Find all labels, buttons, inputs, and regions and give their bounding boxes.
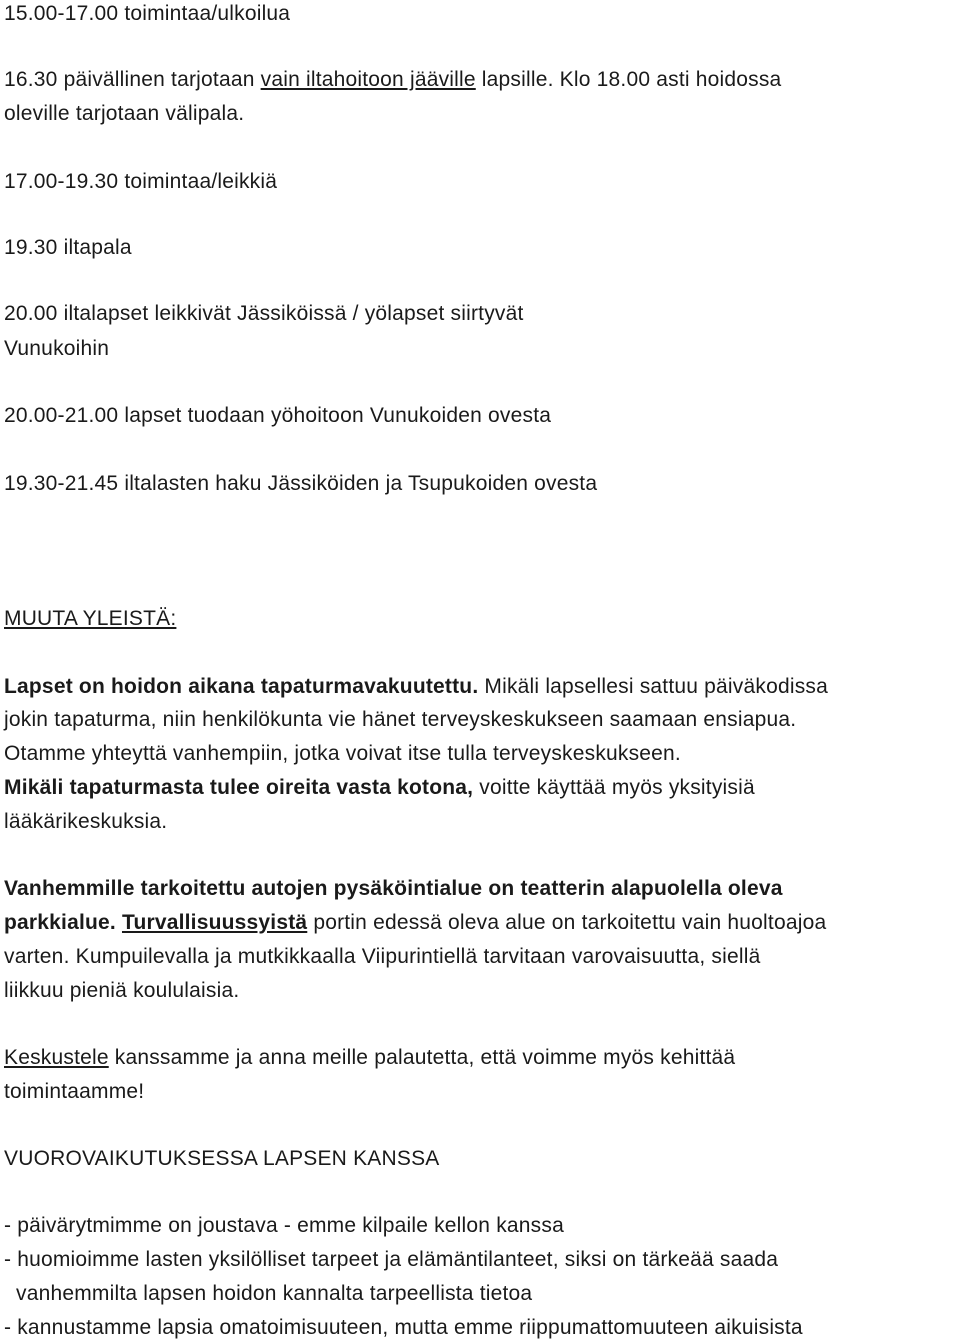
feedback-paragraph-line-1 <box>4 1044 735 1072</box>
feedback-paragraph-line-2: toimintaamme! <box>4 1080 145 1103</box>
parking-paragraph-line-4: liikkuu pieniä koululaisia. <box>4 979 240 1002</box>
insurance-bold: Lapset on hoidon aikana tapaturmavakuutettu. <box>4 675 479 698</box>
schedule-line-4: 17.00-19.30 toimintaa/leikkiä <box>4 170 278 193</box>
interaction-item-3: - kannustamme lapsia omatoimisuuteen, mutta emme riippumattomuuteen aikuisista <box>4 1316 803 1339</box>
interaction-heading: VUOROVAIKUTUKSESSA LAPSEN KANSSA <box>4 1147 440 1170</box>
general-heading: MUUTA YLEISTÄ: <box>4 607 177 630</box>
schedule-line-3: oleville tarjotaan välipala. <box>4 102 245 125</box>
schedule-line-8: 20.00-21.00 lapset tuodaan yöhoitoon Vunukoiden ovesta <box>4 404 552 427</box>
parking-paragraph-line-3: varten. Kumpuilevalla ja mutkikkaalla Viipurintiellä tarvitaan varovaisuutta, siellä <box>4 945 761 968</box>
interaction-item-1: - päivärytmimme on joustava - emme kilpaile kellon kanssa <box>4 1214 564 1237</box>
insurance-paragraph-line-5: lääkärikeskuksia. <box>4 810 168 833</box>
symptoms-text: voitte käyttää myös yksityisiä <box>473 776 755 799</box>
underlined-phrase: vain iltahoitoon jääville <box>260 68 476 91</box>
insurance-paragraph-line-4 <box>4 774 755 802</box>
schedule-line-7: Vunukoihin <box>4 337 110 360</box>
insurance-text: Mikäli lapsellesi sattuu päiväkodissa <box>478 675 828 698</box>
safety-link[interactable]: Turvallisuussyistä <box>121 911 308 934</box>
insurance-paragraph-line-2: jokin tapaturma, niin henkilökunta vie hänet terveyskeskukseen saamaan ensiapua. <box>4 708 797 731</box>
schedule-line-2 <box>4 66 781 94</box>
discuss-link[interactable]: Keskustele <box>4 1046 109 1069</box>
insurance-paragraph-line-1 <box>4 673 828 701</box>
schedule-line-6: 20.00 iltalapset leikkivät Jässiköissä / yölapset siirtyvät <box>4 302 524 325</box>
insurance-paragraph-line-3: Otamme yhteyttä vanhempiin, jotka voivat itse tulla terveyskeskukseen. <box>4 742 681 765</box>
symptoms-bold: Mikäli tapaturmasta tulee oireita vasta kotona, <box>4 776 474 799</box>
parking-text: portin edessä oleva alue on tarkoitettu vain huoltoajoa <box>307 911 827 934</box>
schedule-line-1: 15.00-17.00 toimintaa/ulkoilua <box>4 2 291 25</box>
interaction-item-2-cont: vanhemmilta lapsen hoidon kannalta tarpeellista tietoa <box>16 1282 533 1305</box>
interaction-item-2: - huomioimme lasten yksilölliset tarpeet ja elämäntilanteet, siksi on tärkeää saada <box>4 1248 779 1271</box>
schedule-line-9: 19.30-21.45 iltalasten haku Jässiköiden ja Tsupukoiden ovesta <box>4 472 598 495</box>
parking-paragraph-line-1: Vanhemmille tarkoitettu autojen pysäköintialue on teatterin alapuolella oleva <box>4 877 783 900</box>
schedule-text: 16.30 päivällinen tarjotaan <box>4 68 261 91</box>
parking-paragraph-line-2 <box>4 909 826 937</box>
schedule-text: lapsille. Klo 18.00 asti hoidossa <box>475 68 782 91</box>
parking-bold: parkkialue. <box>4 911 116 934</box>
feedback-text: kanssamme ja anna meille palautetta, että voimme myös kehittää <box>108 1046 736 1069</box>
schedule-line-5: 19.30 iltapala <box>4 236 132 259</box>
